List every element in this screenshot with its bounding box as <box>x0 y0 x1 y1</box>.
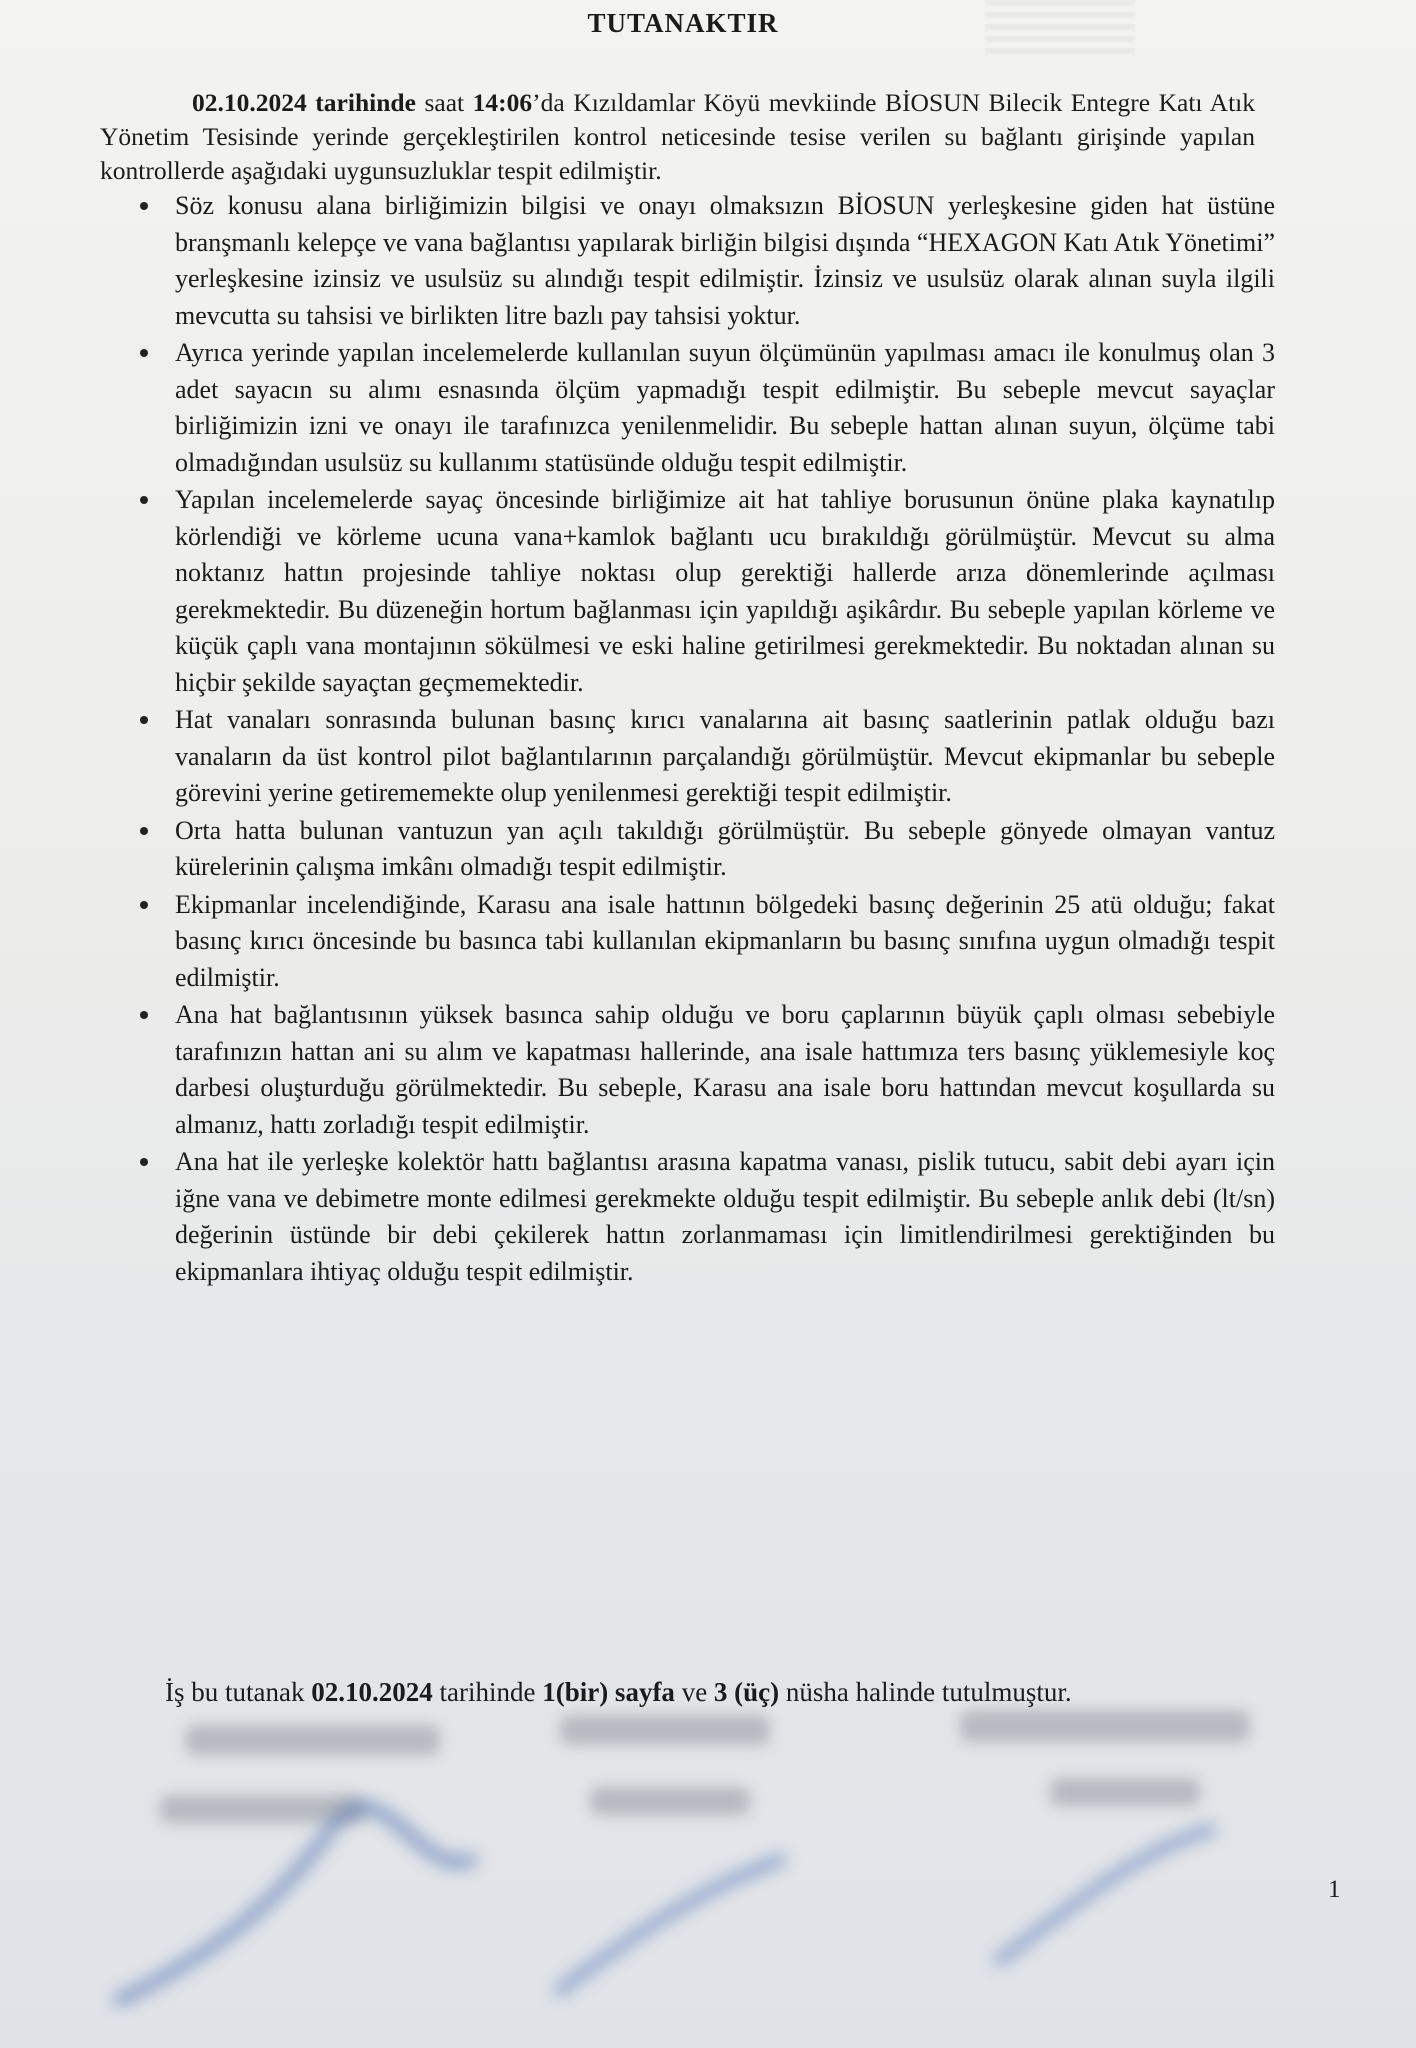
intro-text-c: ’da Kızıldamlar Köyü mevkiinde BİOSUN Bilecik Entegre Katı Atık Yönetim Tesisinde yerinde gerçekleştirilen kontrol neticesinde tesise verilen su bağlantı girişinde yapılan kontrollerde aşağıdaki uygunsuzluklar tespit edilmiştir. <box>100 87 1255 185</box>
finding-text: Ayrıca yerinde yapılan incelemelerde kullanılan suyun ölçümünün yapılması amacı ile konulmuş olan 3 adet sayacın su alımı esnasında ölçüm yapmadığı tespit edilmiştir. Bu sebeple mevcut sayaçlar birliğimizin izni ve onayı ile tarafınızca yenilenmelidir. Bu sebeple hattan alınan suyun, ölçüme tabi olmadığından usulsüz su kullanımı statüsünde olduğu tespit edilmiştir. <box>175 338 1275 477</box>
closing-suffix: nüsha halinde tutulmuştur. <box>779 1677 1072 1707</box>
closing-date: 02.10.2024 <box>311 1677 433 1707</box>
finding-text: Ekipmanlar incelendiğinde, Karasu ana isale hattının bölgedeki basınç değerinin 25 atü olduğu; fakat basınç kırıcı öncesinde bu basınca tabi kullanılan ekipmanların bu basınç sınıfına uygun olmadığı tespit edilmiştir. <box>175 889 1275 992</box>
finding-text: Ana hat ile yerleşke kolektör hattı bağlantısı arasına kapatma vanası, pislik tutucu, sabit debi ayarı için iğne vana ve debimetre monte edilmesi gerekmekte olduğu tespit edilmiştir. Bu sebeple anlık debi (lt/sn) değerinin üstünde bir debi çekilerek hattın zorlanmaması için limitlendirilmesi gerektiğinden bu ekipmanlara ihtiyaç olduğu tespit edilmiştir. <box>175 1147 1275 1286</box>
finding-text: Ana hat bağlantısının yüksek basınca sahip olduğu ve boru çaplarının büyük çaplı olması sebebiyle tarafınızın hattan ani su alım ve kapatması hallerinde, ana isale hattımıza ters basınç yüklemesiyle koç darbesi oluşturduğu görülmektedir. Bu sebeple, Karasu ana isale boru hattından mevcut koşullarda su almanız, hattı zorladığı tespit edilmiştir. <box>175 1000 1275 1139</box>
closing-prefix: İş bu tutanak <box>165 1677 312 1707</box>
intro-text-b: saat <box>415 87 473 117</box>
closing-middle: tarihinde <box>432 1677 543 1707</box>
finding-text: Orta hatta bulunan vantuzun yan açılı takıldığı görülmüştür. Bu sebeple gönyede olmayan vantuz kürelerinin çalışma imkânı olmadığı tespit edilmiştir. <box>175 815 1275 881</box>
intro-text-a: tarihinde <box>306 87 416 117</box>
closing-copies: 3 (üç) <box>713 1677 780 1707</box>
finding-text: Yapılan incelemelerde sayaç öncesinde birliğimize ait hat tahliye borusunun önüne plaka kaynatılıp körlendiği ve körleme ucuna vana+kamlok bağlantı ucu bırakıldığı görülmüştür. Mevcut su alma noktanız hattın projesinde tahliye noktası olup gerektiği hallerde arıza dönemlerinde açılması gerekmektedir. Bu düzeneğin hortum bağlanması için yapıldığı aşikârdır. Bu sebeple yapılan körleme ve küçük çaplı vana montajının sökülmesi ve eski haline getirilmesi gerekmektedir. Bu noktadan alınan su hiçbir şekilde sayaçtan geçmemektedir. <box>175 485 1275 697</box>
finding-text: Söz konusu alana birliğimizin bilgisi ve onayı olmaksızın BİOSUN yerleşkesine giden hat üstüne branşmanlı kelepçe ve vana bağlantısı yapılarak birliğin bilgisi dışında “HEXAGON Katı Atık Yönetimi” yerleşkesine izinsiz ve usulsüz su alındığı tespit edilmiştir. İzinsiz ve usulsüz olarak alınan suyla ilgili mevcutta su tahsisi ve birlikten litre bazlı pay tahsisi yoktur. <box>175 191 1275 330</box>
finding-text: Hat vanaları sonrasında bulunan basınç kırıcı vanalarına ait basınç saatlerinin patlak olduğu bazı vanaların da üst kontrol pilot bağlantılarının parçalandığı görülmüştür. Mevcut ekipmanlar bu sebeple görevini yerine getirememekte olup yenilenmesi gerektiği tespit edilmiştir. <box>175 705 1275 807</box>
document-title: TUTANAKTIR <box>587 8 779 38</box>
page-number: 1 <box>1328 1876 1341 1903</box>
closing-and: ve <box>674 1677 714 1707</box>
intro-time: 14:06 <box>472 87 533 117</box>
intro-date: 02.10.2024 <box>192 87 307 117</box>
closing-pages: 1(bir) sayfa <box>542 1677 675 1707</box>
